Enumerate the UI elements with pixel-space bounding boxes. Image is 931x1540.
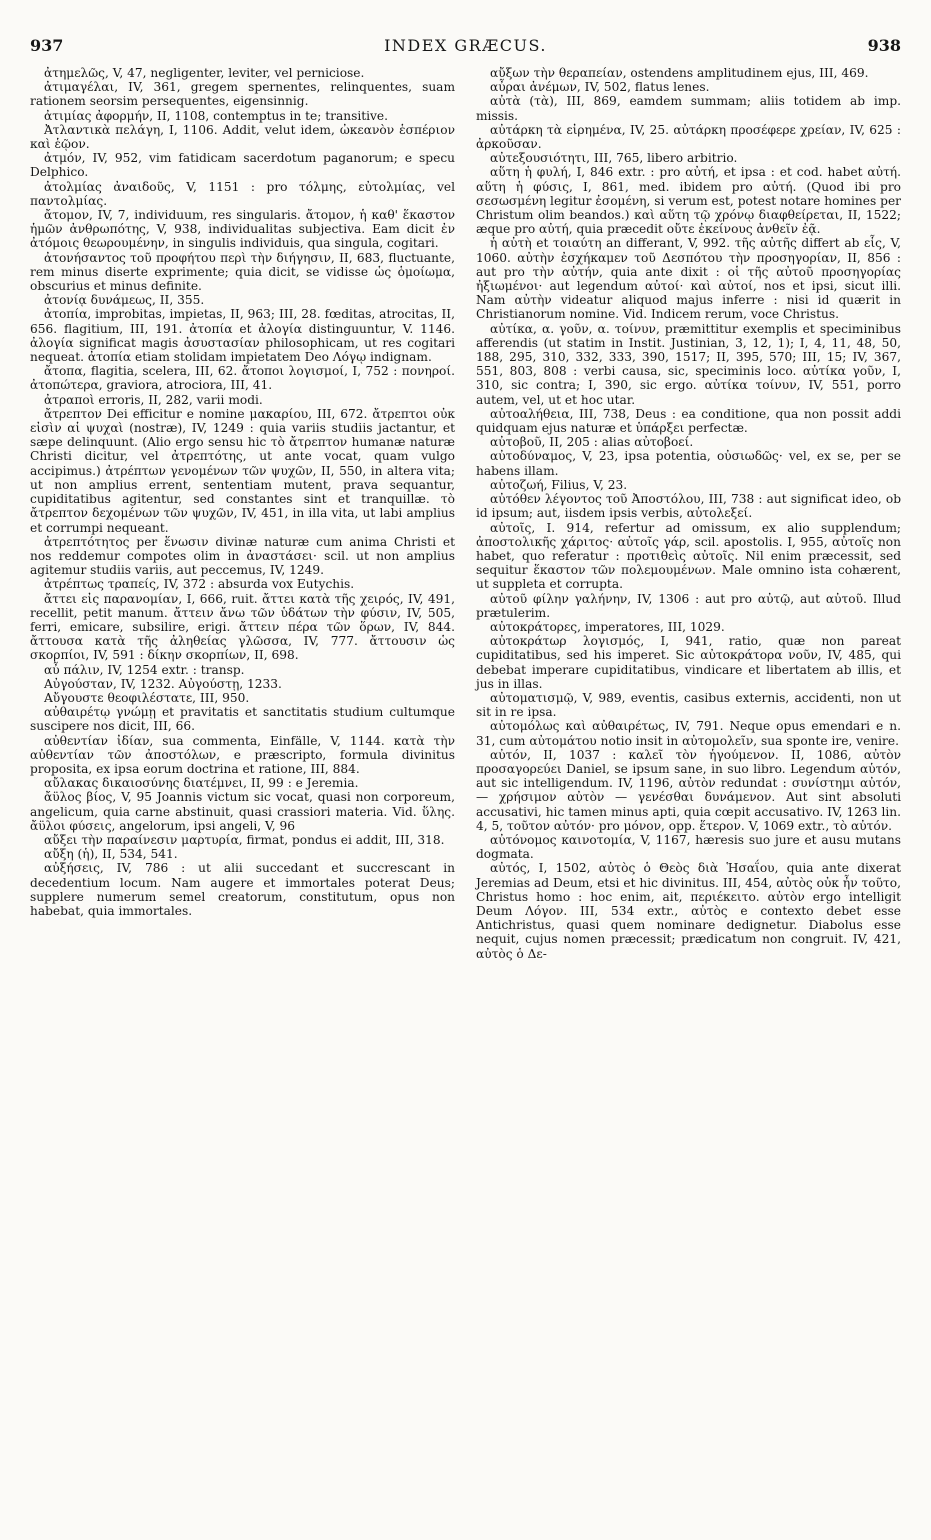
index-entry: αὐξήσεις, IV, 786 : ut alii succedant et succrescant in decedentium locum. Nam augere et immortales poterat Deus; supplere numerum semel creatorum, constitutum, opus non habebat, quia immortales. — [30, 861, 455, 918]
left-column — [30, 66, 455, 961]
index-entry: Αὐγούσταν, IV, 1232. Αὐγούστῃ, 1233. — [44, 676, 282, 691]
index-entry: αὐτοῦ φίλην γαλήνην, IV, 1306 : aut pro αὐτῷ, aut αὐτοῦ. Illud prætulerim. — [476, 591, 901, 620]
index-entry: αὐθαιρέτῳ γνώμῃ et pravitatis et sanctitatis studium cultumque suscipere nos dicit, III, 66. — [30, 705, 455, 734]
index-entry: αὖραι ἀνέμων, IV, 502, flatus lenes. — [490, 80, 710, 95]
index-entry: ἄτρεπτον Dei efficitur e nomine μακαρίου, III, 672. ἄτρεπτοι οὐκ εἰσὶν αἱ ψυχαὶ (nostræ), IV, 1249 : quia variis studiis jactantur, et sæpe delinquunt. (Alio ergo sensu hic τὸ ἄτρεπτον humanæ naturæ Christi dicitur, vel ἀτρεπτότης, ut ante vocat, quam vulgo accipimus.) ἀτρέπτων γενομένων τῶν ψυχῶν, II, 550, in altera vita; ut non amplius errent, sententiam mutent, prava sequantur, cupiditatibus agitentur, sed constantes sint et tranquillæ. τὸ ἄτρεπτον δεχομένων τῶν ψυχῶν, IV, 451, in illa vita, ut labi amplius et corrumpi nequeant. — [30, 406, 455, 535]
index-entry: αὐτοῖς, I. 914, refertur ad omissum, ex alio supplendum; ἀποστολικῆς χάριτος· αὐτοῖς γάρ, scil. apostolis. I, 955, αὐτοῖς non habet, quo referatur : προτιθεὶς αὐτοῖς. Nil enim præcessit, sed sequitur ἕκαστον τῶν πολεμουμένων. Male omnino ista cohærent, ut suppleta et corrupta. — [476, 520, 901, 592]
index-entry: Ἀτλαντικὰ πελάγη, I, 1106. Addit, velut idem, ὠκεανὸν ἑσπέριον καὶ ἑῷον. — [30, 122, 455, 152]
index-entry: αὐτόθεν λέγοντος τοῦ Ἀποστόλου, III, 738 : aut significat ideo, ob id ipsum; aut, iisdem ipsis verbis, αὐτολεξεί. — [476, 492, 901, 521]
index-entry: αὐτόν, II, 1037 : καλεῖ τὸν ἡγούμενον. II, 1086, αὐτὸν προσαγορεύει Daniel, se ipsum sane, in suo libro. Legendum αὑτόν, aut sic intelligendum. IV, 1196, αὐτὸν redundat : συνίστημι αὐτόν, — χρήσιμον αὐτὸν — γενέσθαι δυνάμενον. Aut sint absoluti accusativi, hic tamen minus apti, quia cœpit accusativo. IV, 1263 lin. 4, 5, τοῦτον αὐτόν· pro μόνον, opp. ἕτερον. V, 1069 extr., τὸ αὐτόν. — [476, 747, 901, 833]
index-entry: αὐτομόλως καὶ αὐθαιρέτως, IV, 791. Neque opus emendari e n. 31, cum αὐτομάτου notio insit in αὐτομολεῖν, sua sponte ire, venire. — [476, 719, 901, 748]
index-entry: ἀτονήσαντος τοῦ προφήτου περὶ τὴν διήγησιν, II, 683, fluctuante, rem minus diserte exprimente; quia dicit, se vidisse ὡς ὁμοίωμα, obscurius et minus definite. — [30, 250, 455, 294]
index-entry: αὔξη (ἡ), II, 534, 541. — [44, 847, 178, 862]
index-entry: ἄτομον, IV, 7, individuum, res singularis. ἄτομον, ἡ καθ' ἕκαστον ἡμῶν ἀνθρωπότης, V, 938, individualitas subjectiva. Eam dicit ἐν ἀτόμοις θεωρουμένην, in singulis individuis, qua singula, cogitari. — [30, 208, 455, 251]
index-entry: αὐθεντίαν ἰδίαν, sua commenta, Einfälle, V, 1144. κατὰ τὴν αὐθεντίαν τῶν ἀποστόλων, e præscripto, formula divinitus proposita, ex ipsa eorum doctrina et ratione, III, 884. — [30, 733, 455, 776]
index-entry: αὐτοδύναμος, V, 23, ipsa potentia, οὐσιωδῶς· vel, ex se, per se habens illam. — [476, 449, 901, 478]
running-head — [30, 36, 901, 58]
index-entry: αὔλακας δικαιοσύνης διατέμνει, II, 99 : e Jeremia. — [44, 776, 359, 791]
index-entry: αὐτίκα, α. γοῦν, α. τοίνυν, præmittitur exemplis et speciminibus afferendis (ut statim in Instit. Justinian, 3, 12, 1); I, 4, 11, 48, 50, 188, 295, 310, 332, 333, 390, 1517; II, 395, 570; III, 15; IV, 367, 551, 803, 808 : verbi causa, sic, speciminis loco. αὐτίκα γοῦν, I, 310, sic contra; I, 390, sic ergo. αὐτίκα τοίνυν, IV, 551, porro autem, vel, ut et hoc utar. — [476, 321, 901, 407]
index-entry: ἀτημελῶς, V, 47, negligenter, leviter, vel perniciose. — [44, 66, 365, 80]
index-entry: ἀτοπία, improbitas, impietas, II, 963; III, 28. fœditas, atrocitas, II, 656. flagitium, III, 191. ἀτοπία et ἀλογία distinguuntur, V. 1146. ἀλογία significat magis ἀσυστασίαν philosophicam, ut res cogitari nequeat. ἀτοπία etiam stolidam impietatem Deo Λόγῳ indignam. — [30, 307, 455, 365]
index-entry: ἀτρεπτότητος per ἕνωσιν divinæ naturæ cum anima Christi et nos reddemur compotes olim in ἀναστάσει· scil. ut non amplius agitemur studiis variis, aut peccemus, IV, 1249. — [30, 534, 455, 578]
page-number-right: 938 — [867, 36, 901, 55]
index-entry: ἀτμόν, IV, 952, vim fatidicam sacerdotum paganorum; e specu Delphico. — [30, 151, 455, 180]
index-entry: αὐτοματισμῷ, V, 989, eventis, casibus externis, accidenti, non ut sit in re ipsa. — [476, 690, 901, 720]
index-entry: αὐτάρκη τὰ εἰρημένα, IV, 25. αὐτάρκη προσέφερε χρείαν, IV, 625 : ἀρκοῦσαν. — [476, 122, 901, 152]
index-entry: ἀτιμίας ἀφορμήν, II, 1108, contemptus in te; transitive. — [44, 108, 388, 123]
index-entry: αὔξει τὴν παραίνεσιν μαρτυρία, firmat, pondus ei addit, III, 318. — [44, 832, 445, 847]
index-entry: αὐτοβοῦ, II, 205 : alias αὐτοβοεί. — [490, 435, 694, 450]
index-entry: αὐτόνομος καινοτομία, V, 1167, hæresis suo jure et ausu mutans dogmata. — [476, 832, 901, 862]
text-columns — [30, 66, 901, 961]
index-entry: ἄττει εἰς παρανομίαν, I, 666, ruit. ἄττει κατὰ τῆς χειρός, IV, 491, recellit, petit manum. ἄττειν ἄνω τῶν ὑδάτων τὴν φύσιν, IV, 505, ferri, emicare, subsilire, erigi. ἄττειν πέρα τῶν ὅρων, IV, 844. ἄττουσα κατὰ τῆς ἀληθείας γλῶσσα, IV, 777. ἄττουσιν ὡς σκορπίοι, IV, 591 : δίκην σκορπίων, II, 698. — [30, 591, 455, 663]
index-entry: αὖ πάλιν, IV, 1254 extr. : transp. — [44, 662, 245, 677]
index-entry: ἀτονίᾳ δυνάμεως, II, 355. — [44, 293, 205, 308]
page-number-left: 937 — [30, 36, 64, 55]
index-entry: αὐτὰ (τὰ), III, 869, eamdem summam; aliis totidem ab imp. missis. — [476, 94, 901, 123]
page-title: INDEX GRÆCUS. — [384, 36, 547, 55]
index-entry: ἡ αὐτὴ et τοιαύτη an differant, V, 992. τῆς αὐτῆς differt ab εἷς, V, 1060. αὐτὴν ἐσχήκαμεν τοῦ Δεσπότου τὴν προσηγορίαν, II, 856 : aut pro τὴν αὐτήν, quia ante dixit : οἱ τῆς αὐτοῦ προσηγορίας ἠξιωμένοι· aut legendum αὐτοί· καὶ αὐτοί, nos et ipsi, sicut illi. Nam αὐτὴν videatur aliquod majus inferre : nisi id quærit in Christianorum nomine. Vid. Indicem rerum, voce Christus. — [476, 236, 901, 322]
index-entry: ἀτιμαγέλαι, IV, 361, gregem spernentes, relinquentes, suam rationem seorsim persequentes, eigensinnig. — [30, 80, 455, 109]
index-entry: αὐτεξουσιότητι, III, 765, libero arbitrio. — [490, 151, 738, 166]
index-entry: αὐτοκράτορες, imperatores, III, 1029. — [490, 619, 725, 634]
index-entry: ἀτραποὶ erroris, II, 282, varii modi. — [44, 392, 263, 407]
index-entry: αὐτοζωή, Filius, V, 23. — [490, 477, 628, 492]
index-entry: αὐτοαλήθεια, III, 738, Deus : ea conditione, qua non possit addi quidquam ejus naturæ et ὑπάρξει perfectæ. — [476, 406, 901, 436]
index-entry: ἄτοπα, flagitia, scelera, III, 62. ἄτοποι λογισμοί, I, 752 : πονηροί. ἀτοπώτερα, graviora, atrociora, III, 41. — [30, 364, 455, 393]
index-entry: Αὔγουστε θεοφιλέστατε, III, 950. — [44, 690, 250, 705]
index-entry: αὔξων τὴν θεραπείαν, ostendens amplitudinem ejus, III, 469. — [490, 66, 869, 80]
index-entry: αὐτοκράτωρ λογισμός, I, 941, ratio, quæ non pareat cupiditatibus, sed his imperet. Sic αὐτοκράτορα νοῦν, IV, 485, qui debebat imperare cupiditatibus, vindicare et libertatem ab illis, et jus in illas. — [476, 634, 901, 691]
index-entry: αὕτη ἡ φυλή, I, 846 extr. : pro αὐτή, et ipsa : et cod. habet αὐτή. αὕτη ἡ φύσις, I, 861, med. ibidem pro αὐτή. (Quod ibi pro σεσωσμένη legitur ἐσομένη, si verum est, potest notare homines per Christum olim beandos.) καὶ αὕτη τῷ χρόνῳ διαφθείρεται, II, 1522; æque pro αὐτή, quia præcedit οὔτε ἐκείνους ἀνθεῖν ἐᾷ. — [476, 165, 901, 237]
index-entry: αὐτός, I, 1502, αὐτὸς ὁ Θεὸς διὰ Ἡσαΐου, quia ante dixerat Jeremias ad Deum, etsi et hic divinitus. III, 454, αὐτὸς οὐκ ἦν τοῦτο, Christus homo : hoc enim, ait, περιέκειτο. αὐτὸν ergo intelligit Deum Λόγον. III, 534 extr., αὐτὸς e contexto debet esse Antichristus, quasi quem nominare dedignetur. Diabolus esse nequit, cujus nomen præcessit; prædicatum non congruit. IV, 421, αὐτὸς ὁ Δε- — [476, 861, 901, 961]
index-entry: ἀτρέπτως τραπείς, IV, 372 : absurda vox Eutychis. — [44, 577, 355, 592]
index-entry: ἀτολμίας ἀναιδοῦς, V, 1151 : pro τόλμης, εὐτολμίας, vel παντολμίας. — [30, 179, 455, 208]
index-entry: ἄϋλος βίος, V, 95 Joannis victum sic vocat, quasi non corporeum, angelicum, quia carne abstinuit, quasi crassiori materia. Vid. ὕλης. ἄϋλοι φύσεις, angelorum, ipsi angeli, V, 96 — [30, 790, 455, 833]
right-column — [476, 66, 901, 961]
